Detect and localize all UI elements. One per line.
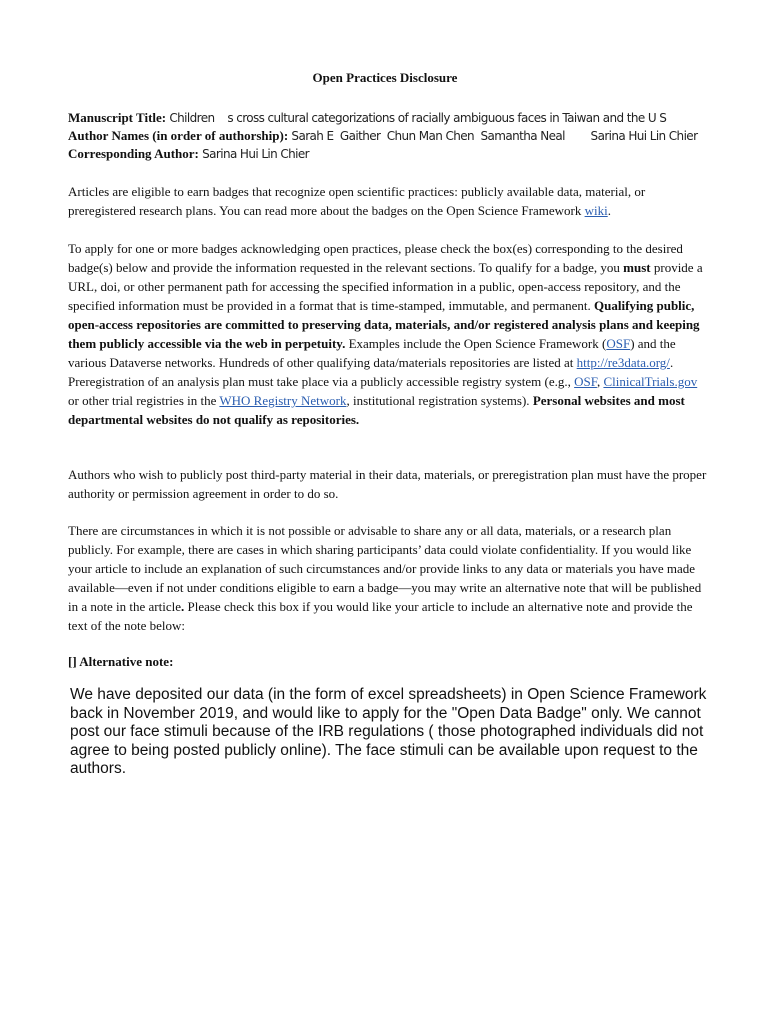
corresponding-author-label: Corresponding Author: (68, 146, 199, 161)
third-party-paragraph: Authors who wish to publicly post third-party material in their data, materials, or preregistration plan must have the proper authority or permission agreement in order to do so. (68, 467, 707, 501)
manuscript-title-label: Manuscript Title: (68, 110, 167, 125)
paragraph-text: There are circumstances in which it is not possible or advisable to share any or all data, materials, or a research plan publicly. For example, there are cases in which sharing participants’ data could violate confidentiality. If you would like your article to include an explanation of such circumstances and/or provide links to any data or materials you have made available—even if not under conditions eligible to earn a badge—you may write an alternative note that will be published in a note in the article (68, 523, 702, 614)
repository-requirement-bold: Qualifying public, open-access repositories are committed to preserving data, materials, and/or registered analysis plans and keeping them publicly accessible via the web in perpetuity. (68, 298, 700, 351)
paragraph-text: Examples include the Open Science Framework ( (345, 336, 607, 351)
manuscript-title-value: Children s cross cultural categorizations of racially ambiguous faces in Taiwan and the U S (169, 111, 667, 125)
corresponding-author-row (68, 146, 309, 162)
badges-intro-paragraph (68, 182, 708, 220)
paragraph-text: or other trial registries in the (68, 393, 220, 408)
author-names-row (68, 128, 697, 144)
paragraph-text: provide a URL, doi, or other permanent path for accessing the specified information in a public, open-access repository, and the specified information must be provided in a format that is time-stamped, immutable, and permanent. (68, 260, 703, 313)
bold-period: . (180, 599, 185, 614)
paragraph-text: To apply for one or more badges acknowledging open practices, please check the box(es) corresponding to the desired badge(s) below and provide the information requested in the relevant sections. To qualify for a badge, you (68, 241, 683, 275)
paragraph-text: . Preregistration of an analysis plan must take place via a publicly accessible registry system (e.g., (68, 355, 674, 389)
corresponding-author-value: Sarina Hui Lin Chier (202, 147, 309, 161)
paragraph-text: Articles are eligible to earn badges that recognize open scientific practices: publicly available data, material, or preregistered research plans. You can read more about the badges on the Open Science Framework (68, 184, 646, 218)
osf-link[interactable]: OSF (606, 336, 631, 351)
manuscript-title-row (68, 110, 666, 126)
emphasis-must: must (623, 260, 651, 275)
alternative-note-text: We have deposited our data (in the form of excel spreadsheets) in Open Science Framework back in November 2019, and would like to apply for the "Open Data Badge" only. We cannot post our face stimuli because of the IRB regulations ( those photographed individuals did not agree to being posted publicly online). The face stimuli can be available upon request to the authors. (70, 686, 707, 777)
author-names-label: Author Names (in order of authorship): (68, 128, 289, 143)
page-title: Open Practices Disclosure (312, 70, 458, 85)
circumstances-paragraph (68, 521, 708, 635)
paragraph-text: , (596, 374, 604, 389)
osf-registry-link[interactable]: OSF (574, 374, 597, 389)
wiki-link[interactable]: wiki (584, 203, 608, 218)
re3data-link[interactable]: http://re3data.org/ (576, 355, 670, 370)
paragraph-text: ) and the various Dataverse networks. Hundreds of other qualifying data/materials repositories are listed at (68, 336, 676, 370)
author-names-value: Sarah E Gaither Chun Man Chen Samantha Neal Sarina Hui Lin Chier (291, 129, 698, 143)
paragraph-text: . (607, 203, 611, 218)
apply-instructions-paragraph (68, 239, 708, 429)
personal-websites-bold: Personal websites and most departmental websites do not qualify as repositories. (68, 393, 685, 427)
paragraph-text: Please check this box if you would like your article to include an alternative note and provide the text of the note below: (68, 599, 693, 633)
alternative-note-checkbox-label[interactable]: [] Alternative note: (68, 654, 174, 669)
paragraph-text: , institutional registration systems). (346, 393, 533, 408)
clinicaltrials-link[interactable]: ClinicalTrials.gov (603, 374, 698, 389)
who-registry-link[interactable]: WHO Registry Network (219, 393, 347, 408)
